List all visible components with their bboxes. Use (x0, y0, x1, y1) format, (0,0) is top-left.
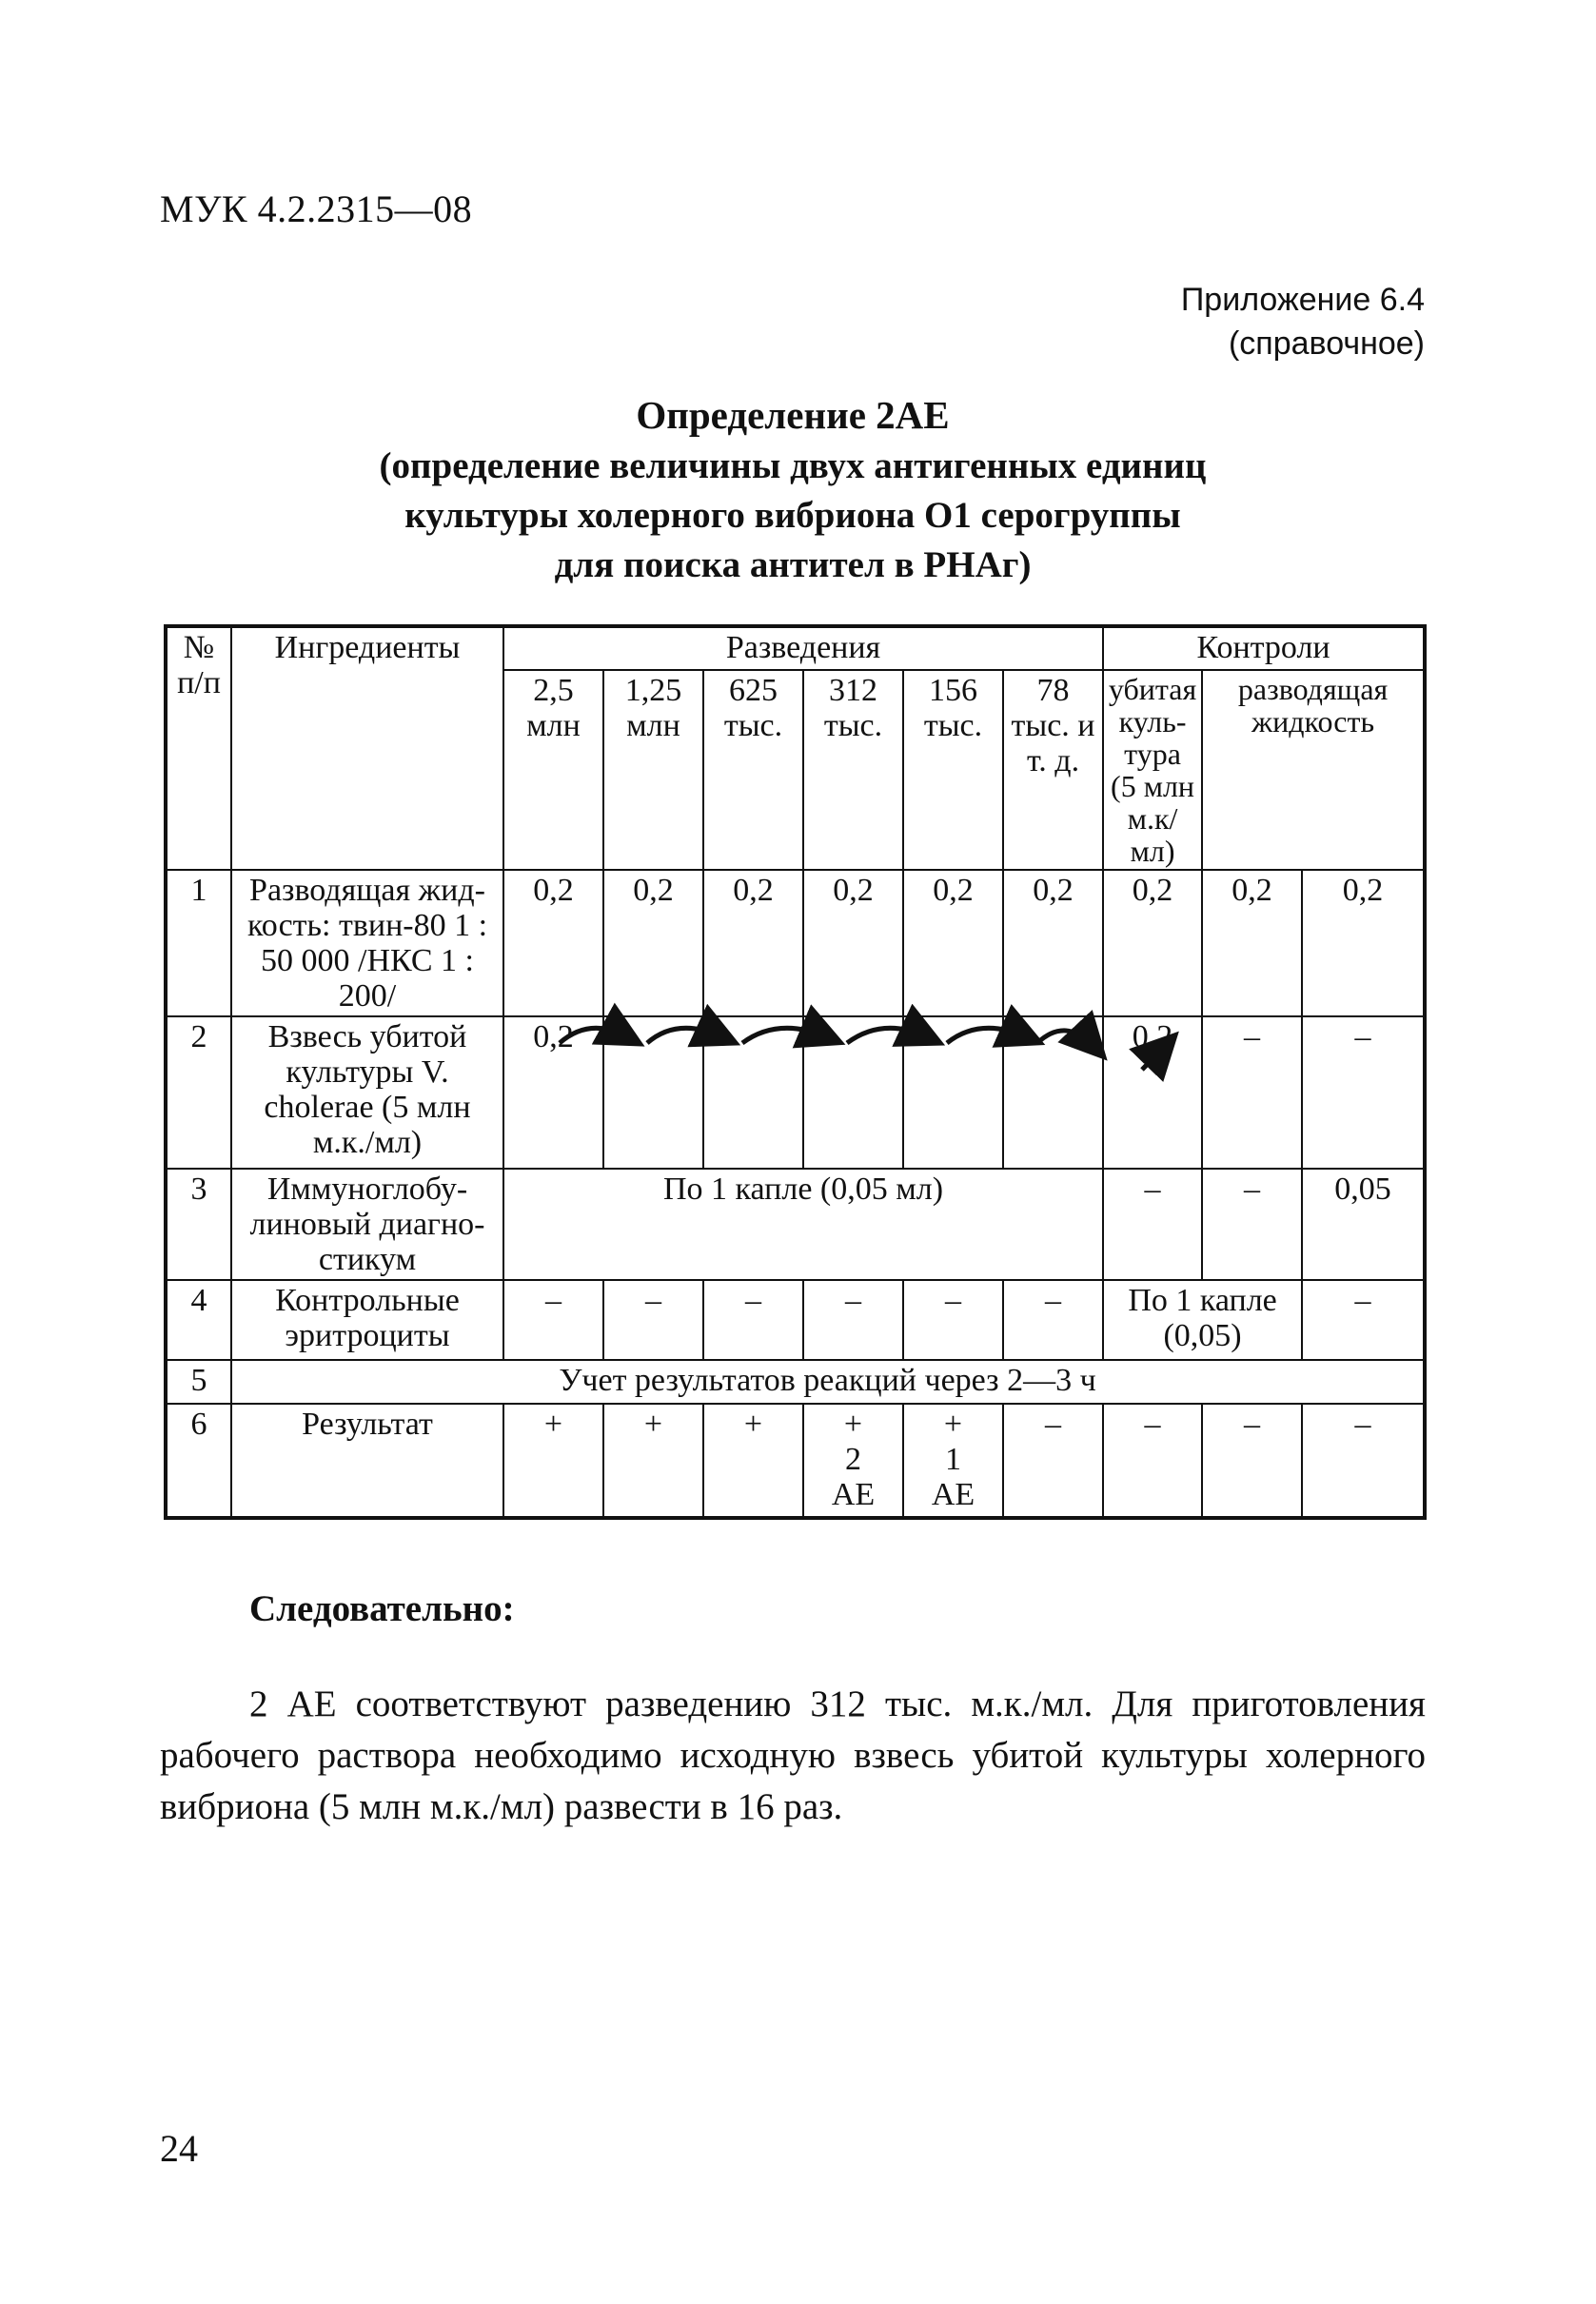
title-main: Определение 2АЕ (636, 393, 950, 437)
cell-ae-label: 2 АЕ (831, 1442, 876, 1512)
cell-value: 0,2 (703, 870, 803, 1016)
row-ingredient: Взвесь убитой культуры V. cholerae (5 млн м.к./мл) (231, 1016, 503, 1169)
page-number: 24 (160, 2127, 198, 2170)
row-number: 4 (166, 1280, 231, 1360)
cell-dash: – (903, 1280, 1003, 1360)
header-ingredients: Ингредиенты (231, 626, 503, 870)
cell-value: 0,2 (803, 870, 903, 1016)
cell-arrow (903, 1016, 1003, 1169)
table-row (166, 1404, 1425, 1518)
row-number: 5 (166, 1360, 231, 1404)
cell-result-2ae (803, 1404, 903, 1518)
header-dilution-1: 2,5 млн (503, 670, 603, 870)
row-number: 6 (166, 1404, 231, 1518)
cell-arrow (603, 1016, 703, 1169)
conclusion-heading: Следовательно: (249, 1588, 515, 1629)
table-row (166, 1360, 1425, 1404)
cell-drops-diagnosticum: По 1 капле (0,05 мл) (503, 1169, 1103, 1280)
row-ingredient: Иммуноглобу- линовый диагно- стикум (231, 1169, 503, 1280)
cell-drops-erythrocytes: По 1 капле (0,05) (1103, 1280, 1302, 1360)
cell-value-text: 0,2 (533, 1019, 574, 1054)
cell-dash: – (1103, 1404, 1202, 1518)
appendix-type: (справочное) (1228, 325, 1425, 362)
cell-value: 0,2 (1003, 870, 1103, 1016)
cell-value: 0,2 (503, 870, 603, 1016)
cell-result-1ae (903, 1404, 1003, 1518)
header-dilution-6: 78 тыс. и т. д. (1003, 670, 1103, 870)
cell-value (1103, 1016, 1202, 1169)
cell-dash: – (1003, 1280, 1103, 1360)
row-number: 2 (166, 1016, 231, 1169)
cell-dash: – (603, 1280, 703, 1360)
cell-results-timing: Учет результатов реакций через 2—3 ч (231, 1360, 1425, 1404)
title-sub-line-1: (определение величины двух антигенных единиц (379, 445, 1207, 486)
cell-value-text: 0,2 (1132, 1019, 1173, 1054)
cell-dash: – (703, 1280, 803, 1360)
document-code: МУК 4.2.2315—08 (160, 187, 473, 230)
row-ingredient: Результат (231, 1404, 503, 1518)
header-dilution-2: 1,25 млн (603, 670, 703, 870)
conclusion-text: 2 АЕ соответствуют разведению 312 тыс. м.к./мл. Для приготовления рабочего раствора необходимо исходную взвесь убитой культуры холерного вибриона (5 млн м.к./мл) развести в 16 раз. (160, 1684, 1426, 1827)
cell-value: 0,2 (903, 870, 1003, 1016)
cell-value: 0,2 (1103, 870, 1202, 1016)
header-control-diluent: разводящая жидкость (1202, 670, 1425, 870)
cell-arrow (803, 1016, 903, 1169)
cell-dash: – (1003, 1404, 1103, 1518)
cell-value: 0,2 (603, 870, 703, 1016)
cell-plus: + (843, 1407, 863, 1442)
cell-dash: – (1202, 1404, 1302, 1518)
cell-value: 0,05 (1302, 1169, 1425, 1280)
table-row (166, 1169, 1425, 1280)
cell-dash: – (1302, 1016, 1425, 1169)
cell-dash: – (803, 1280, 903, 1360)
cell-dash: – (1202, 1169, 1302, 1280)
header-controls: Контроли (1103, 626, 1425, 670)
cell-dash: – (1302, 1404, 1425, 1518)
cell-plus: + (603, 1404, 703, 1518)
page-title (160, 388, 1426, 590)
row-ingredient: Разводящая жид- кость: твин-80 1 : 50 000 /НКС 1 : 200/ (231, 870, 503, 1016)
header-dilution-5: 156 тыс. (903, 670, 1003, 870)
cell-ae-label: 1 АЕ (931, 1442, 975, 1512)
title-sub-line-3: для поиска антител в РНАг) (554, 544, 1032, 585)
row-number: 3 (166, 1169, 231, 1280)
dilution-table (164, 624, 1427, 1520)
header-dilution-3: 625 тыс. (703, 670, 803, 870)
row-number: 1 (166, 870, 231, 1016)
header-number: № п/п (166, 626, 231, 870)
cell-arrow (1003, 1016, 1103, 1169)
cell-plus: + (703, 1404, 803, 1518)
cell-arrow (703, 1016, 803, 1169)
row-ingredient: Контрольные эритроциты (231, 1280, 503, 1360)
appendix-label (1181, 278, 1425, 365)
cell-dash: – (1202, 1016, 1302, 1169)
header-dilutions: Разведения (503, 626, 1103, 670)
cell-value: 0,2 (1202, 870, 1302, 1016)
header-dilution-4: 312 тыс. (803, 670, 903, 870)
cell-dash: – (503, 1280, 603, 1360)
appendix-number: Приложение 6.4 (1180, 282, 1425, 318)
table-row (166, 1016, 1425, 1169)
title-sub-line-2: культуры холерного вибриона О1 серогруппы (404, 495, 1181, 536)
cell-value (503, 1016, 603, 1169)
table-row (166, 870, 1425, 1016)
header-control-killed: убитая куль- тура (5 млн м.к/мл) (1103, 670, 1202, 870)
cell-plus: + (943, 1407, 963, 1442)
cell-value: 0,2 (1302, 870, 1425, 1016)
cell-plus: + (503, 1404, 603, 1518)
table-row (166, 1280, 1425, 1360)
cell-dash: – (1302, 1280, 1425, 1360)
cell-dash: – (1103, 1169, 1202, 1280)
